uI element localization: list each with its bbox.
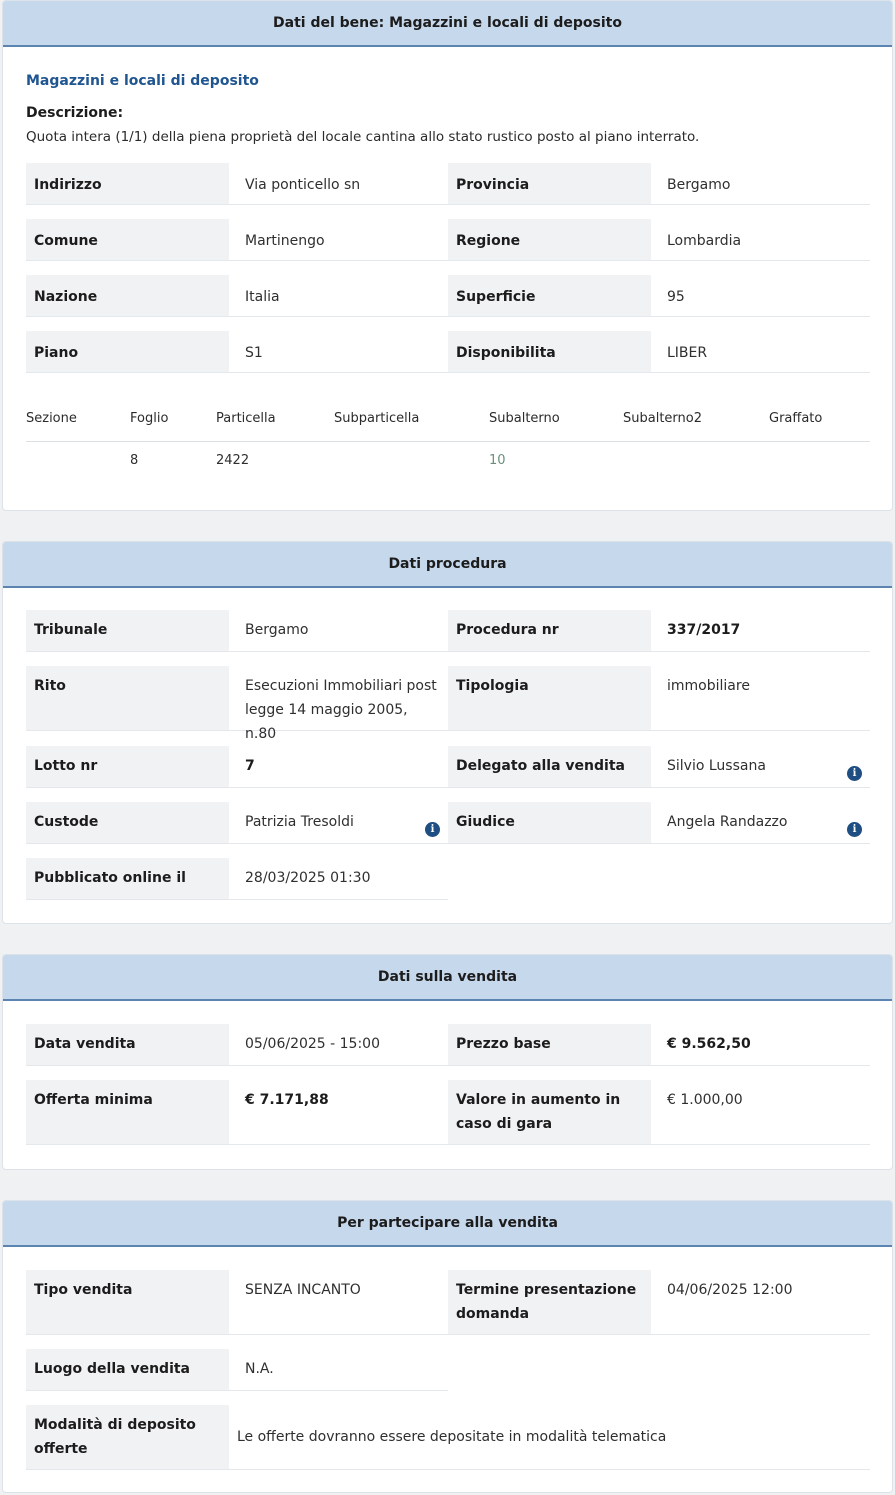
comune-label: Comune [26, 219, 229, 261]
catasto-header: Subalterno [489, 411, 560, 426]
tribunale-label: Tribunale [26, 610, 229, 652]
data-vendita-label: Data vendita [26, 1024, 229, 1066]
valore-aumento-value: € 1.000,00 [651, 1080, 870, 1145]
nazione-label: Nazione [26, 275, 229, 317]
delegato-value: Silvio Lussana [651, 746, 870, 788]
procedura-header: Dati procedura [3, 542, 892, 588]
giudice-value: Angela Randazzo [651, 802, 870, 844]
modalita-label: Modalità di deposito offerte [26, 1405, 229, 1470]
info-icon[interactable]: i [425, 822, 440, 837]
rito-label: Rito [26, 666, 229, 731]
superficie-label: Superficie [448, 275, 651, 317]
partecipare-header: Per partecipare alla vendita [3, 1201, 892, 1247]
delegato-label: Delegato alla vendita [448, 746, 651, 788]
lotto-value: 7 [229, 746, 448, 788]
info-icon[interactable]: i [847, 766, 862, 781]
provincia-label: Provincia [448, 163, 651, 205]
custode-value: Patrizia Tresoldi [229, 802, 448, 844]
catasto-header: Particella [216, 411, 276, 426]
catasto-header: Foglio [130, 411, 169, 426]
modalita-value: Le offerte dovranno essere depositate in modalità telematica [229, 1405, 870, 1470]
tipo-vendita-value: SENZA INCANTO [229, 1270, 448, 1335]
catasto-header: Graffato [769, 411, 823, 426]
provincia-value: Bergamo [651, 163, 870, 205]
bene-header: Dati del bene: Magazzini e locali di deposito [3, 1, 892, 47]
catasto-header: Subparticella [334, 411, 420, 426]
pubblicato-value: 28/03/2025 01:30 [229, 858, 448, 900]
vendita-card [2, 954, 893, 1170]
bene-category: Magazzini e locali di deposito [26, 73, 259, 89]
pubblicato-label: Pubblicato online il [26, 858, 229, 900]
catasto-header: Subalterno2 [623, 411, 702, 426]
piano-value: S1 [229, 331, 448, 373]
giudice-label: Giudice [448, 802, 651, 844]
catasto-cell: 2422 [216, 453, 250, 468]
catasto-header: Sezione [26, 411, 77, 426]
termine-value: 04/06/2025 12:00 [651, 1270, 870, 1335]
vendita-header: Dati sulla vendita [3, 955, 892, 1001]
superficie-value: 95 [651, 275, 870, 317]
lotto-label: Lotto nr [26, 746, 229, 788]
disponibilita-value: LIBER [651, 331, 870, 373]
tribunale-value: Bergamo [229, 610, 448, 652]
tipologia-label: Tipologia [448, 666, 651, 731]
catasto-cell: 8 [130, 453, 139, 468]
catasto-divider [26, 441, 870, 442]
prezzo-base-label: Prezzo base [448, 1024, 651, 1066]
tipologia-value: immobiliare [651, 666, 870, 731]
rito-value: Esecuzioni Immobiliari post legge 14 maggio 2005, n.80 [229, 666, 448, 731]
comune-value: Martinengo [229, 219, 448, 261]
descrizione-label: Descrizione: [26, 105, 124, 121]
luogo-value: N.A. [229, 1349, 448, 1391]
indirizzo-label: Indirizzo [26, 163, 229, 205]
offerta-minima-value: € 7.171,88 [229, 1080, 448, 1145]
prezzo-base-value: € 9.562,50 [651, 1024, 870, 1066]
procedura-nr-label: Procedura nr [448, 610, 651, 652]
partecipare-card [2, 1200, 893, 1493]
info-icon[interactable]: i [847, 822, 862, 837]
catasto-cell: 10 [489, 453, 506, 468]
piano-label: Piano [26, 331, 229, 373]
tipo-vendita-label: Tipo vendita [26, 1270, 229, 1335]
valore-aumento-label: Valore in aumento in caso di gara [448, 1080, 651, 1145]
procedura-card [2, 541, 893, 924]
indirizzo-value: Via ponticello sn [229, 163, 448, 205]
catasto-table [26, 383, 870, 493]
disponibilita-label: Disponibilita [448, 331, 651, 373]
custode-label: Custode [26, 802, 229, 844]
offerta-minima-label: Offerta minima [26, 1080, 229, 1145]
data-vendita-value: 05/06/2025 - 15:00 [229, 1024, 448, 1066]
luogo-label: Luogo della vendita [26, 1349, 229, 1391]
bene-card [2, 0, 893, 511]
nazione-value: Italia [229, 275, 448, 317]
regione-label: Regione [448, 219, 651, 261]
descrizione-text: Quota intera (1/1) della piena proprietà del locale cantina allo stato rustico posto al piano interrato. [26, 129, 700, 145]
termine-label: Termine presentazione domanda [448, 1270, 651, 1335]
regione-value: Lombardia [651, 219, 870, 261]
procedura-nr-value: 337/2017 [651, 610, 870, 652]
